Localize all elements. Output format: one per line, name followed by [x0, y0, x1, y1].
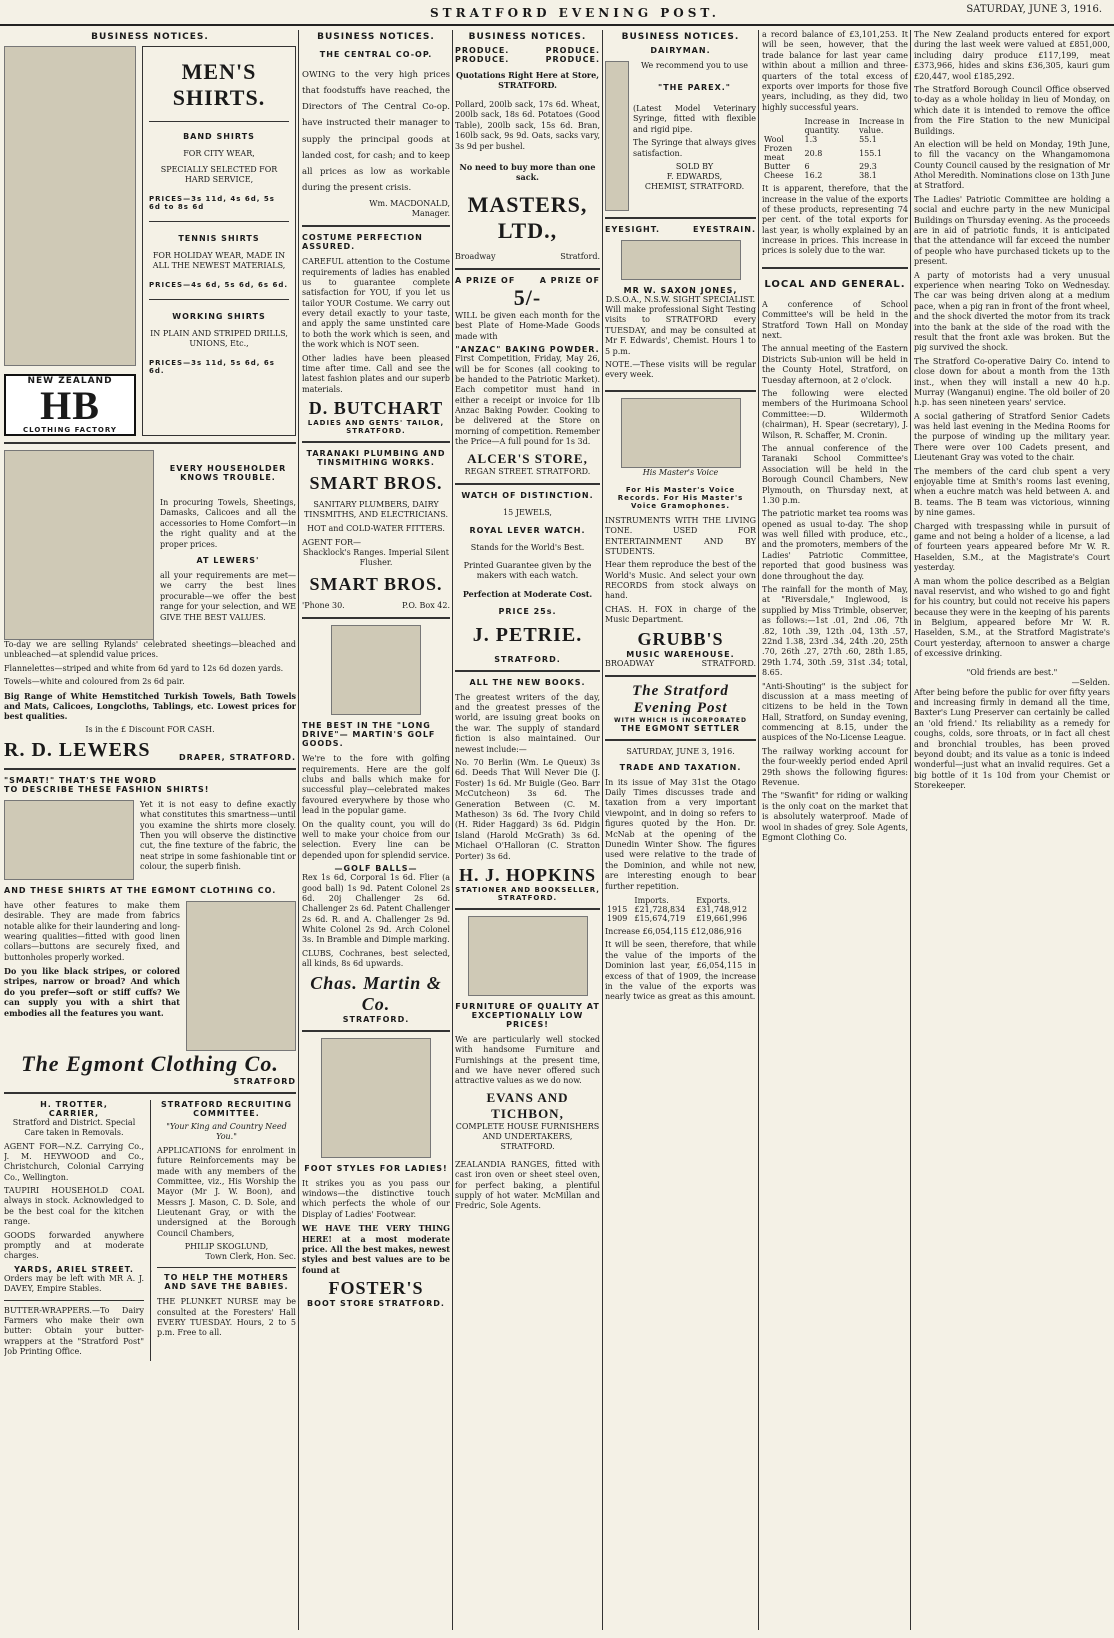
coop-ad: THE CENTRAL CO-OP. OWING to the very high prices that foodstuffs have reached, the Directors of The Central Co-op. have instructed their manager to supply the principal goods at landed cost, for cash; and to keep all prices as low as workable during the present crisis. Wm. MACDONALD, Manager. — [302, 50, 450, 227]
masters-ad: PRODUCE. PRODUCE. PRODUCE. PRODUCE. Quotations Right Here at Store, STRATFORD. Pollard, 200lb sack, 17s 6d. Wheat, 200lb sack, 18s 6d. Potatoes (Good Table), 200lb sack, 15s 6d. Bran, 160lb sack, 9s 9d. Oats, sacks vary, 3s 9d per bushel. No need to buy more than one sack. MASTERS, LTD., Broadway Stratford. — [455, 46, 600, 270]
lewers-ad: EVERY HOUSEHOLDER KNOWS TROUBLE. In procuring Towels, Sheetings, Damasks, Calicoes and all the accessories to Home Comfort—in the right quality and at the proper prices. AT LEWERS' all your requirements are met—we carry the best lines procurable—we offer the best range for your selection, and WE GIVE THE BEST VALUES. To-day we are selling Rylands' celebrated sheetings—bleached and unbleached—at splendid value prices. Flannelettes—striped and white from 6d yard to 12s 6d dozen yards. Towels—white and coloured from 2s 6d pair. Big Range of White Hemstitched Turkish Towels, Bath Towels and Mats, Calicoes, Longcloths, Tablings, etc. Lowest prices for best qualities. Is in the £ Discount FOR CASH. R. D. LEWERS DRAPER, STRATFORD. — [4, 444, 296, 770]
spectacles-illustration — [621, 240, 741, 280]
smart-bros-ad: TARANAKI PLUMBING AND TINSMITHING WORKS. SMART BROS. SANITARY PLUMBERS, DAIRY TINSMITHS, AND ELECTRICIANS. HOT and COLD-WATER FITTERS. AGENT FOR— Shacklock's Ranges. Imperial Silent Flusher. SMART BROS. 'Phone 30. P.O. Box 42. — [302, 443, 450, 619]
column-4: BUSINESS NOTICES. DAIRYMAN. We recommend you to use "THE PAREX." (Latest Model Veterinary Syringe, fitted with flexible and rigid pipe. The Syringe that always gives satisfaction. SOLD BY F. EDWARDS, CHEMIST, STRATFORD. EYESIGHT. EYESTRAIN. MR W. SAXON JONES, D.S.O.A., N.S.W. SIGHT SPECIALIST. Will make professional Sight Testing visits to STRATFORD every TUESDAY, and may be consulted at Mr F. Edwards', Chemist. Hours 1 to 5 p.m. NOTE.—These visits will be regular every week. His Master's Voice For His Master's Voice Records. For His Master's Voice Gramophones. INSTRUMENTS WITH THE LIVING TONE. USED FOR ENTERTAINMENT AND BY STUDENTS. Hear them reproduce the best of the World's Music. And select your own RECORDS from stock always on hand. CHAS. H. FOX in charge of the Music Department. GRUBB'S MUSIC WAREHOUSE. BROADWAY STRATFORD. The Stratford Evening Post WITH WHICH IS INCORPORATED THE EGMONT SETTLER SATURDAY, JUNE 3, 1916. TRADE AND TAXATION. In its issue of May 31st the Otago Daily Times discusses trade and taxation from a very important viewpoint, and in doing so refers to figures quoted by the Hon. Dr. McNab at the opening of the Dunedin Winter Show. The figures used were relative to the trade of the Dominion, and while not new, are interesting enough to bear further repetition. Imports. Exports. 1915 £21,728,834 £31,748,912 1909 £15,674,719 £19,661,996 Increase £6,054,115 £12,086,916 It will be seen, therefore, that while the value of the imports of the Dominion last year, £6,054,115 in excess of that of 1909, the increase in the value of the exports was nearly twice as great as this amount. — [605, 32, 756, 1002]
column-3: BUSINESS NOTICES. PRODUCE. PRODUCE. PRODUCE. PRODUCE. Quotations Right Here at Store, STRATFORD. Pollard, 200lb sack, 17s 6d. Wheat, 200lb sack, 18s 6d. Potatoes (Good Table), 200lb sack, 15s 6d. Bran, 160lb sack, 9s 9d. Oats, sacks vary, 3s 9d per bushel. No need to buy more than one sack. MASTERS, LTD., Broadway Stratford. A PRIZE OF A PRIZE OF 5/- WILL be given each month for the best Plate of Home-Made Goods made with "ANZAC" BAKING POWDER. First Competition, Friday, May 26, will be for Scones (all cooking to be handed to the Patriotic Market). Each competitor must hand in either a receipt or invoice for 1lb Anzac Baking Powder. Cooking to be delivered at the Store on morning of competition. Remember the Price—A full pound for 1s 3d. ALCER'S STORE, REGAN STREET. STRATFORD. WATCH OF DISTINCTION. 15 JEWELS, ROYAL LEVER WATCH. Stands for the World's Best. Printed Guarantee given by the makers with each watch. Perfection at Moderate Cost. PRICE 25s. J. PETRIE. STRATFORD. ALL THE NEW BOOKS. The greatest writers of the day, and the greatest presses of the world, are issuing great books on the war. The supply of standard fiction is also maintained. Our newest include:— No. 70 Berlin (Wm. Le Queux) 3s 6d. Deeds That Will Never Die (J. Foster) 1s 6d. Mr Buigle (Geo. Barr McCutcheon) 3s 6d. The Generation Between (C. M. Matheson) 3s 6d. The Ivory Child (H. Rider Haggard) 3s 6d. Pidgin Island (Harold McGrath) 3s 6d. Michael O'Halloran (C. Stratton Porter) 3s 6d. H. J. HOPKINS STATIONER AND BOOKSELLER, STRATFORD. FURNITURE OF QUALITY AT EXCEPTIONALLY LOW PRICES! We are particularly well stocked with handsome Furniture and Furnishings at the present time, and we have never offered such attractive values as we do now. EVANS AND TICHBON, COMPLETE HOUSE FURNISHERS AND UNDERTAKERS, STRATFORD. ZEALANDIA RANGES, fitted with cast iron oven or sheet steel oven, for perfect baking, a plentiful supply of hot water. McMillan and Fredric, Sole Agents. — [455, 30, 600, 1630]
egmont-shirts-ad: "SMART!" THAT'S THE WORD TO DESCRIBE THESE FASHION SHIRTS! Yet it is not easy to define exactly what constitutes this smartness—until you examine the shirts more closely. Then you will observe the distinctive cut, the fine texture of the fabric, the neat stripe in some fashionable tint or colour, the superb finish. AND THESE SHIRTS AT THE EGMONT CLOTHING CO. have other features to make them desirable. They are made from fabrics notable alike for their laundering and long-wearing qualities—fitted with good linen collars—buttons are securely fixed, and buttonholes properly worked. Do you like black stripes, or colored stripes, narrow or broad? And which do you prefer—soft or stiff cuffs? We can supply you with a shirt that embodies all the features you want. The Egmont Clothing Co. STRATFORD — [4, 770, 296, 1094]
trotter-ad: H. TROTTER, CARRIER, Stratford and District. Special Care taken in Removals. AGENT FOR—N.Z. Carrying Co., J. M. HEYWOOD and Co., Christchurch, Colonial Carrying Co., Wellington. TAUPIRI HOUSEHOLD COAL always in stock. Acknowledged to be the best coal for the kitchen range. GOODS forwarded anywhere promptly and at moderate charges. YARDS, ARIEL STREET. Orders may be left with MR A. J. DAVEY, Empire Stables. BUTTER-WRAPPERS.—To Dairy Farmers who make their own butter: Obtain your butter-wrappers at the "Stratford Post" Job Printing Office. — [4, 1099, 144, 1357]
furniture-ad: FURNITURE OF QUALITY AT EXCEPTIONALLY LOW PRICES! We are particularly well stocked with handsome Furniture and Furnishings at the present time, and we have never offered such attractive values as we do now. EVANS AND TICHBON, COMPLETE HOUSE FURNISHERS AND UNDERTAKERS, STRATFORD. ZEALANDIA RANGES, fitted with cast iron oven or sheet steel oven, for perfect baking, a plentiful supply of hot water. McMillan and Fredric, Sole Agents. — [455, 910, 600, 1221]
dresser-illustration — [468, 916, 588, 996]
shirts-ad: NEW ZEALAND HB CLOTHING FACTORY MEN'S SHIRTS. BAND SHIRTS FOR CITY WEAR, SPECIALLY SELECTED FOR HARD SERVICE, PRICES—3s 11d, 4s 6d, 5s 6d to 8s 6d TENNIS SHIRTS FOR HOLIDAY WEAR, MADE IN ALL THE NEWEST MATERIALS, PRICES—4s 6d, 5s 6d, 6s 6d. WORKING SHIRTS IN PLAIN AND STRIPED DRILLS, UNIONS, Etc., PRICES—3s 11d, 5s 6d, 6s 6d. — [4, 46, 296, 444]
masthead-title: STRATFORD EVENING POST. — [430, 6, 720, 20]
hopkins-ad: ALL THE NEW BOOKS. The greatest writers of the day, and the greatest presses of the world, are issuing great books on the war. The supply of standard fiction is also maintained. Our newest include:— No. 70 Berlin (Wm. Le Queux) 3s 6d. Deeds That Will Never Die (J. Foster) 1s 6d. Mr Buigle (Geo. Barr McCutcheon) 3s 6d. The Generation Between (C. M. Matheson) 3s 6d. The Ivory Child (H. Rider Haggard) 3s 6d. Pidgin Island (Harold McGrath) 3s 6d. Michael O'Halloran (C. Stratton Porter) 3s 6d. H. J. HOPKINS STATIONER AND BOOKSELLER, STRATFORD. — [455, 672, 600, 910]
golfer-illustration — [331, 625, 421, 715]
hb-logo: NEW ZEALAND HB CLOTHING FACTORY — [4, 374, 136, 436]
recruiting-ad: STRATFORD RECRUITING COMMITTEE. "Your King and Country Need You." APPLICATIONS for enrolment in future Reinforcements may be made with any members of the Committee, viz., His Worship the Mayor (Mr J. W. Boon), and Messrs J. Mason, C. D. Sole, and Lieutenant Gray, or with the undersigned at the Borough Council Chambers, PHILIP SKOGLUND, Town Clerk, Hon. Sec. — [157, 1099, 296, 1262]
butchart-name: D. BUTCHART — [308, 398, 444, 419]
column-6: The New Zealand products entered for export during the last week were valued at £851,000, including dairy produce £117,199, meat £373,966, hides and skins £36,305, kauri gum £20,447, wool £185,292. The Stratford Borough Council Office observed to-day as a whole holiday in lieu of Monday, on which date it is intended to remove the office from the Fire Station to the new Municipal Buildings. An election will be held on Monday, 19th June, to fill the vacancy on the Whangamomona County Council caused by the resignation of Mr Athol Meredith. Nominations close on 13th June at Stratford. The Ladies' Patriotic Committee are holding a social and euchre party in the new Municipal Buildings on Thursday evening. As the proceeds are in aid of patriotic funds, it is anticipated that the attendance will far exceed the number of people who have purchased tickets up to the present. A party of motorists had a very unusual experience when nearing Toko on Wednesday. The car was being driven along at a medium pace, when a pig ran in front of the front wheel, and the shock diverted the motor from its track into the bank at the side of the road with the result that the front axle was broken. But the pig survived the shock. The Stratford Co-operative Dairy Co. intend to close down for about a month from the 13th inst., when they will install a new 40 h.p. Murray (Wanganui) engine. The old boiler of 20 h.p. has seen nineteen years' service. A social gathering of Stratford Senior Cadets was held last evening in the Medina Rooms for the purpose of winding up the military year. There were over 100 Cadets present, and Lieutenant Gray was voted to the chair. The members of the card club spent a very enjoyable time at Smith's rooms last evening, when a euchre match was held between A. and B. teams. The B team was victorious, winning by nine games. Charged with trespassing while in pursuit of game and not being a holder of a license, a lad of fourteen years appeared before Mr W. R. Haselden, S.M., at the Magistrate's Court yesterday. A man whom the police described as a Belgian naval reservist, and who wished to go and fight for his country, but could not receive his papers because they were in the keeping of his parents in Belgium, appeared before Mr W. R. Haselden, S.M., at the Stratford Magistrate's Court yesterday, afternoon to answer a charge of excessive drinking. "Old friends are best." —Selden. After being before the public for over fifty years and increasing firmly in demand all the time, Baxter's Lung Preserver can certainly be called an 'old friend.' Its reliability as a remedy for coughs, colds, sore throats, or in fact all chest and bronchial troubles, has been proved beyond doubt; and its value as a tonic is indeed wonderful—just what an invalid requires. Get a big bottle of it 1s 10d from your Chemist or Storekeeper. — [914, 30, 1110, 791]
editorial-heading: TRADE AND TAXATION. — [619, 762, 742, 772]
editorial-header: The Stratford Evening Post WITH WHICH IS INCORPORATED THE EGMONT SETTLER — [605, 677, 756, 741]
paper-name: The Stratford Evening Post — [632, 682, 729, 716]
edwards-ad: DAIRYMAN. We recommend you to use "THE PAREX." (Latest Model Veterinary Syringe, fitted with flexible and rigid pipe. The Syringe that always gives satisfaction. SOLD BY F. EDWARDS, CHEMIST, STRATFORD. — [605, 46, 756, 219]
saxon-jones-ad: EYESIGHT. EYESTRAIN. MR W. SAXON JONES, D.S.O.A., N.S.W. SIGHT SPECIALIST. Will make professional Sight Testing visits to STRATFORD every TUESDAY, and may be consulted at Mr F. Edwards', Chemist. Hours 1 to 5 p.m. NOTE.—These visits will be regular every week. — [605, 219, 756, 392]
martin-logo: Chas. Martin & Co. — [310, 972, 442, 1014]
shoe-illustration — [321, 1038, 431, 1158]
anzac-ad: A PRIZE OF A PRIZE OF 5/- WILL be given each month for the best Plate of Home-Made Goods made with "ANZAC" BAKING POWDER. First Competition, Friday, May 26, will be for Scones (all cooking to be handed to the Patriotic Market). Each competitor must hand in either a receipt or invoice for 1lb Anzac Baking Powder. Cooking to be delivered at the Store on morning of competition. Remember the Price—A full pound for 1s 3d. ALCER'S STORE, REGAN STREET. STRATFORD. — [455, 270, 600, 485]
syringe-illustration — [605, 61, 629, 211]
plunket-ad: TO HELP THE MOTHERS AND SAVE THE BABIES. THE PLUNKET NURSE may be consulted at the Foresters' Hall EVERY TUESDAY. Hours, 2 to 5 p.m. Free to all. — [157, 1273, 296, 1338]
grubbs-ad: His Master's Voice For His Master's Voice Records. For His Master's Voice Gramophones. INSTRUMENTS WITH THE LIVING TONE. USED FOR ENTERTAINMENT AND BY STUDENTS. Hear them reproduce the best of the World's Music. And select your own RECORDS from stock always on hand. CHAS. H. FOX in charge of the Music Department. GRUBB'S MUSIC WAREHOUSE. BROADWAY STRATFORD. — [605, 392, 756, 677]
shirt-illustration — [4, 800, 134, 880]
column-1 — [4, 30, 296, 1630]
his-masters-voice-illustration — [621, 398, 741, 468]
martin-golf-ad: THE BEST IN THE "LONG DRIVE"— MARTIN'S GOLF GOODS. We're to the fore with golfing requirements. Here are the golf clubs and balls which make for successful play—celebrated makes favoured everywhere by those who lead in the popular game. On the quality count, you will do well to make your choice from our selection. Every line can be depended upon for splendid service. —GOLF BALLS— Rex 1s 6d, Corporal 1s 6d. Flier (a good ball) 1s 9d. Patent Colonel 2s 6d. 20j Challenger 2s 6d. Challenger 2s 6d. Patent Challenger 2s 6d. R. and A. Challenger 2s 9d. White Colonel 2s 9d. Arch Colonel 3s. In Bramble and Dimple marking. CLUBS, Cochranes, best selected, all kinds, 8s 6d upwards. Chas. Martin & Co. STRATFORD. — [302, 619, 450, 1031]
trade-table: Imports. Exports. 1915 £21,728,834 £31,748,912 1909 £15,674,719 £19,661,996 — [607, 895, 748, 923]
shirts-title: MEN'S SHIRTS. — [172, 59, 266, 110]
butter-wrappers-ad: BUTTER-WRAPPERS.—To Dairy Farmers who make their own butter: Obtain your butter-wrappers at the "Stratford Post" Job Printing Office. — [4, 1305, 144, 1357]
egmont-logo: The Egmont Clothing Co. — [21, 1050, 279, 1076]
butchart-ad: COSTUME PERFECTION ASSURED. CAREFUL attention to the Costume requirements of ladies has enabled us to guarantee complete satisfaction for YOU, if you let us tailor YOUR Costume. We carry out every detail exactly to your taste, and apply the same unstinted care to both the work which is seen, and the work which is NOT seen. Other ladies have been pleased time after time. Call and see the latest fashion plates and our superb materials. D. BUTCHART LADIES AND GENTS' TAILOR, STRATFORD. — [302, 227, 450, 443]
man-in-striped-shirt-illustration — [186, 901, 296, 1051]
fosters-ad: FOOT STYLES FOR LADIES! It strikes you as you pass our windows—the distinctive touch which perfects the whole of our Display of Ladies' Footwear. WE HAVE THE VERY THING HERE! at a most moderate price. All the best makes, newest styles and best values are to be found at FOSTER'S BOOT STORE STRATFORD. — [302, 1032, 450, 1315]
column-5: a record balance of £3,101,253. It will be seen, however, that the trade balance for last year came within about a million and three-quarters of the total excess of exports over imports for those five years, including, as they did, two highly successful years. Increase in quantity. Increase in value. Wool 1.3 55.1 Frozen meat 20.8 155.1 Butter 6 29.3 Cheese 16.2 38.1 It is apparent, therefore, that the increase in the value of the exports of these products, representing 74 per cent. of the total exports for last year, is wholly explained by an increase in prices. This increase in prices is solely due to the war. LOCAL AND GENERAL. A conference of School Committee's will be held in the Stratford Town Hall on Monday next. The annual meeting of the Eastern Districts Sub-union will be held in the County Hotel, Stratford, on Tuesday afternoon, at 2 o'clock. The following were elected members of the Hurimoana School Committee:—D. Wildermoth (chairman), H. Spear (secretary), J. Wilson, R. Schaffer, M. Cronin. The annual conference of the Taranaki School Committee's Association will be held in the Borough Council Chambers, New Plymouth, on Thursday next, at 1.30 p.m. The patriotic market tea rooms was opened as usual to-day. The shop was well filled with produce, etc., and the promoters, members of the Ladies' Patriotic Committee, reported that good business was done throughout the day. The rainfall for the month of May, at "Riversdale," Inglewood, is supplied by Miss Trimble, observer, as follows:—1st .01, 2nd .06, 7th .82, 10th .39, 12th .04, 13th .57, 22nd 1.38, 23rd .34, 24th .20, 25th .70, 26th .27, 27th .60, 28th 1.85, 29th 1.74, 30th .59, 31st .34; total, 8.65. "Anti-Shouting" is the subject for discussion at a mass meeting of citizens to be held in the Town Hall, Stratford, on Sunday evening, commencing at 8.15, under the auspices of the No-License League. The railway working account for the four-weekly period ended April 29th shows the following figures: Revenue. The "Swanfit" for riding or walking is the only coat on the market that is absolutely waterproof. Made of wool in shades of grey. Sole Agents, Egmont Clothing Co. — [762, 30, 908, 842]
masthead — [0, 0, 1114, 26]
increase-table: Increase in quantity. Increase in value. Wool 1.3 55.1 Frozen meat 20.8 155.1 Butter 6 29.3 Cheese 16.2 38.1 — [764, 117, 905, 181]
linen-illustration — [4, 450, 154, 640]
column-2: BUSINESS NOTICES. THE CENTRAL CO-OP. OWING to the very high prices that foodstuffs have reached, the Directors of The Central Co-op. have instructed their manager to supply the principal goods at landed cost, for cash; and to keep all prices as low as workable during the present crisis. Wm. MACDONALD, Manager. COSTUME PERFECTION ASSURED. CAREFUL attention to the Costume requirements of ladies has enabled us to guarantee complete satisfaction for YOU, if you let us tailor YOUR Costume. We carry out every detail exactly to your taste, and apply the same unstinted care to both the work which is seen, and the work which is NOT seen. Other ladies have been pleased time after time. Call and see the latest fashion plates and our superb materials. D. BUTCHART LADIES AND GENTS' TAILOR, STRATFORD. TARANAKI PLUMBING AND TINSMITHING WORKS. SMART BROS. SANITARY PLUMBERS, DAIRY TINSMITHS, AND ELECTRICIANS. HOT and COLD-WATER FITTERS. AGENT FOR— Shacklock's Ranges. Imperial Silent Flusher. SMART BROS. 'Phone 30. P.O. Box 42. THE BEST IN THE "LONG DRIVE"— MARTIN'S GOLF GOODS. We're to the fore with golfing requirements. Here are the golf clubs and balls which make for successful play—celebrated makes favoured everywhere by those who lead in the popular game. On the quality count, you will do well to make your choice from our selection. Every line can be depended upon for splendid service. —GOLF BALLS— Rex 1s 6d, Corporal 1s 6d. Flier (a good ball) 1s 9d. Patent Colonel 2s 6d. 20j Challenger 2s 6d. Challenger 2s 6d. Patent Challenger 2s 6d. R. and A. Challenger 2s 9d. White Colonel 2s 9d. Arch Colonel 3s. In Bramble and Dimple marking. CLUBS, Cochranes, best selected, all kinds, 8s 6d upwards. Chas. Martin & Co. STRATFORD. FOOT STYLES FOR LADIES! It strikes you as you pass our windows—the distinctive touch which perfects the whole of our Display of Ladies' Footwear. WE HAVE THE VERY THING HERE! at a most moderate price. All the best makes, newest styles and best values are to be found at FOSTER'S BOOT STORE STRATFORD. — [302, 30, 450, 1630]
petrie-ad: WATCH OF DISTINCTION. 15 JEWELS, ROYAL LEVER WATCH. Stands for the World's Best. Printed Guarantee given by the makers with each watch. Perfection at Moderate Cost. PRICE 25s. J. PETRIE. STRATFORD. — [455, 485, 600, 672]
section-header: BUSINESS NOTICES. — [91, 32, 209, 42]
man-in-shirt-illustration — [4, 46, 136, 366]
local-general-heading: LOCAL AND GENERAL. — [764, 278, 906, 290]
masthead-date: SATURDAY, JUNE 3, 1916. — [966, 4, 1102, 15]
lewers-name: R. D. LEWERS — [4, 738, 151, 761]
